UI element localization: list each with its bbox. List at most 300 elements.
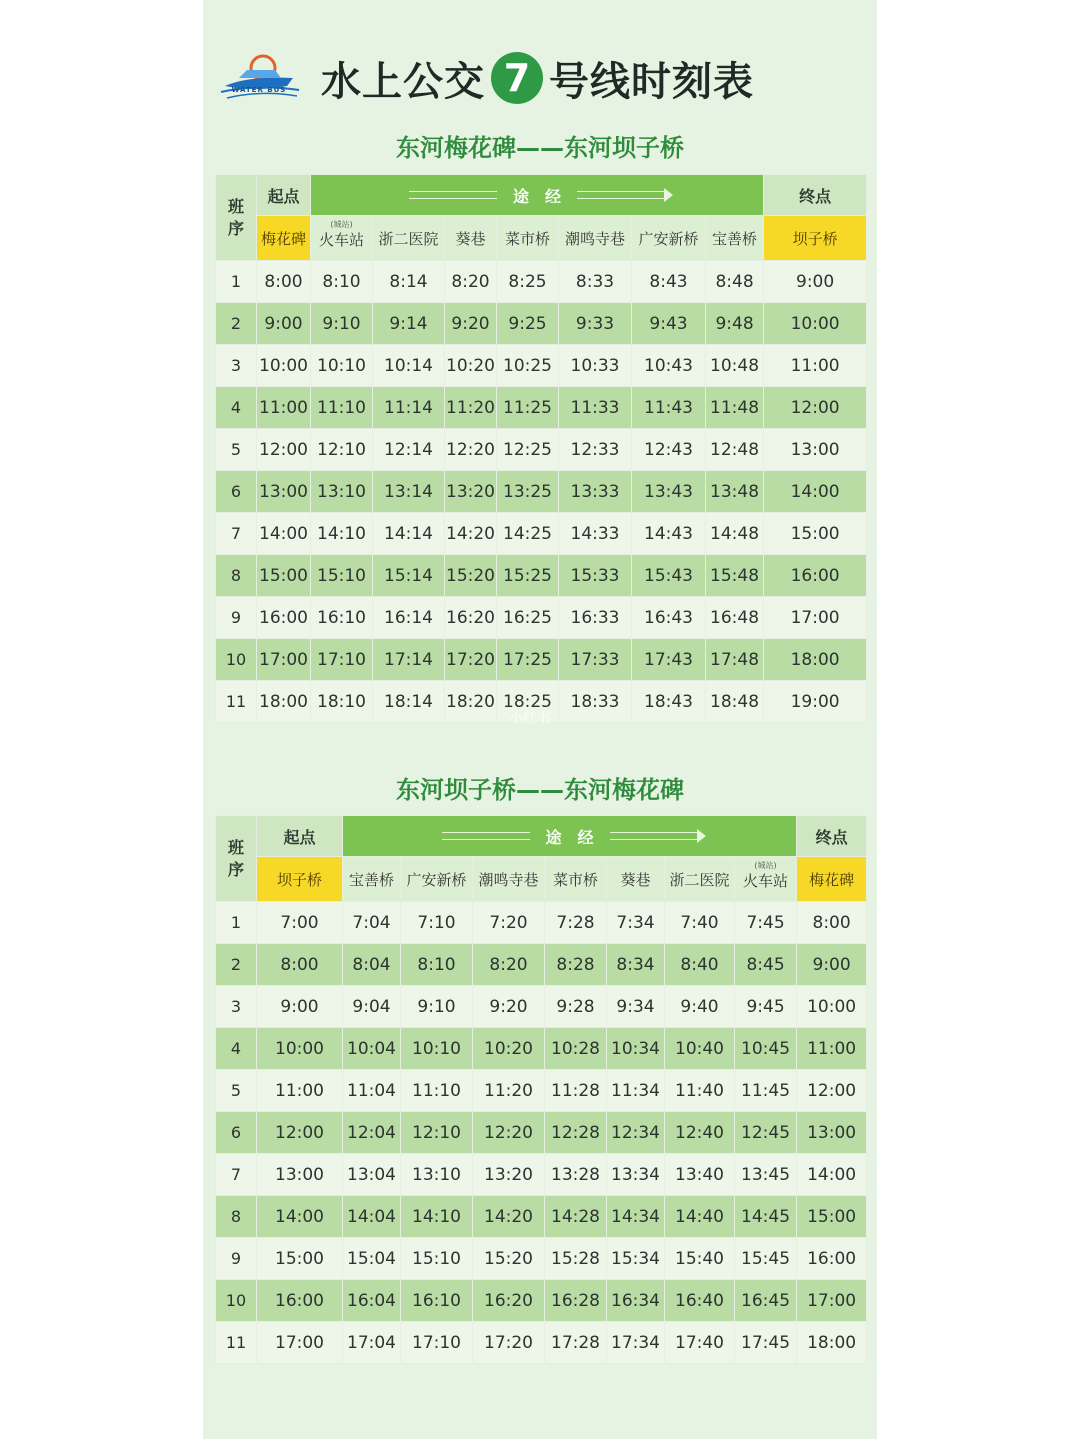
trip-number: 6 <box>216 471 257 513</box>
time-cell: 8:04 <box>343 944 401 986</box>
time-cell: 15:43 <box>632 555 706 597</box>
trip-number: 6 <box>216 1112 257 1154</box>
time-cell: 15:10 <box>401 1238 473 1280</box>
trip-number: 7 <box>216 1154 257 1196</box>
time-cell: 8:00 <box>257 944 343 986</box>
time-cell: 8:10 <box>401 944 473 986</box>
start-stop <box>257 216 311 261</box>
time-cell: 18:00 <box>797 1322 867 1364</box>
end-stop <box>797 857 867 902</box>
time-cell: 17:48 <box>706 639 764 681</box>
time-cell: 7:20 <box>473 902 545 944</box>
seq-header <box>216 175 257 261</box>
time-cell: 16:48 <box>706 597 764 639</box>
trip-number: 9 <box>216 1238 257 1280</box>
time-cell: 10:40 <box>665 1028 735 1070</box>
time-cell: 9:48 <box>706 303 764 345</box>
time-cell: 15:33 <box>559 555 632 597</box>
time-cell: 7:00 <box>257 902 343 944</box>
table-row <box>216 1028 867 1070</box>
time-cell: 12:45 <box>735 1112 797 1154</box>
time-cell: 18:25 <box>497 681 559 723</box>
time-cell: 14:28 <box>545 1196 607 1238</box>
time-cell: 14:20 <box>473 1196 545 1238</box>
via-stop <box>497 216 559 261</box>
table-row <box>216 639 867 681</box>
stop-name: 潮鸣寺巷 <box>478 870 539 889</box>
time-cell: 11:00 <box>764 345 867 387</box>
time-cell: 8:00 <box>257 261 311 303</box>
time-cell: 18:43 <box>632 681 706 723</box>
trip-number: 4 <box>216 1028 257 1070</box>
time-cell: 13:48 <box>706 471 764 513</box>
time-cell: 12:00 <box>764 387 867 429</box>
table-row <box>216 429 867 471</box>
time-cell: 13:33 <box>559 471 632 513</box>
time-cell: 14:45 <box>735 1196 797 1238</box>
time-cell: 18:00 <box>257 681 311 723</box>
table-row <box>216 1070 867 1112</box>
time-cell: 10:10 <box>311 345 373 387</box>
time-cell: 17:28 <box>545 1322 607 1364</box>
time-cell: 10:20 <box>473 1028 545 1070</box>
time-cell: 9:04 <box>343 986 401 1028</box>
time-cell: 19:00 <box>764 681 867 723</box>
seq-label: 班序 <box>227 837 244 879</box>
time-cell: 9:25 <box>497 303 559 345</box>
time-cell: 17:00 <box>764 597 867 639</box>
trip-number: 10 <box>216 1280 257 1322</box>
time-cell: 15:14 <box>373 555 445 597</box>
time-cell: 13:34 <box>607 1154 665 1196</box>
time-cell: 14:20 <box>445 513 497 555</box>
time-cell: 11:04 <box>343 1070 401 1112</box>
time-cell: 14:04 <box>343 1196 401 1238</box>
watermark: 小红书 <box>509 711 551 727</box>
time-cell: 10:20 <box>445 345 497 387</box>
stop-name: 葵巷 <box>455 229 486 248</box>
time-cell: 13:00 <box>257 471 311 513</box>
table-row <box>216 1154 867 1196</box>
time-cell: 9:33 <box>559 303 632 345</box>
time-cell: 18:14 <box>373 681 445 723</box>
time-cell: 12:25 <box>497 429 559 471</box>
time-cell: 13:45 <box>735 1154 797 1196</box>
trip-number: 11 <box>216 1322 257 1364</box>
time-cell: 10:00 <box>764 303 867 345</box>
time-cell: 16:20 <box>445 597 497 639</box>
time-cell: 13:04 <box>343 1154 401 1196</box>
stop-name: 坝子桥 <box>276 870 322 889</box>
stop-name: 浙二医院 <box>669 870 730 889</box>
time-cell: 15:00 <box>797 1196 867 1238</box>
trip-number: 3 <box>216 345 257 387</box>
time-cell: 18:33 <box>559 681 632 723</box>
time-cell: 12:28 <box>545 1112 607 1154</box>
seq-header <box>216 816 257 902</box>
via-stop <box>373 216 445 261</box>
time-cell: 11:20 <box>445 387 497 429</box>
time-cell: 13:14 <box>373 471 445 513</box>
time-cell: 7:45 <box>735 902 797 944</box>
time-cell: 15:34 <box>607 1238 665 1280</box>
time-cell: 11:20 <box>473 1070 545 1112</box>
time-cell: 9:43 <box>632 303 706 345</box>
time-cell: 16:14 <box>373 597 445 639</box>
time-cell: 14:48 <box>706 513 764 555</box>
route-title-return: 东河坝子桥——东河梅花碑 <box>396 776 684 804</box>
time-cell: 11:10 <box>311 387 373 429</box>
time-cell: 8:40 <box>665 944 735 986</box>
stop-note: (城站) <box>754 860 777 870</box>
via-stop <box>665 857 735 902</box>
time-cell: 8:10 <box>311 261 373 303</box>
time-cell: 16:20 <box>473 1280 545 1322</box>
via-label: 途 经 <box>513 186 562 206</box>
via-stop <box>607 857 665 902</box>
time-cell: 17:20 <box>473 1322 545 1364</box>
trip-number: 7 <box>216 513 257 555</box>
trip-number: 8 <box>216 1196 257 1238</box>
time-cell: 15:20 <box>445 555 497 597</box>
via-label: 途 经 <box>545 827 594 847</box>
table-row <box>216 387 867 429</box>
stop-name: 火车站 <box>318 230 364 249</box>
stop-name: 广安新桥 <box>638 229 699 248</box>
time-cell: 11:00 <box>257 1070 343 1112</box>
time-cell: 9:45 <box>735 986 797 1028</box>
via-stop <box>343 857 401 902</box>
time-cell: 15:48 <box>706 555 764 597</box>
time-cell: 16:00 <box>764 555 867 597</box>
seq-label: 班序 <box>227 196 244 238</box>
stop-name: 菜市桥 <box>504 229 550 248</box>
time-cell: 8:28 <box>545 944 607 986</box>
time-cell: 11:40 <box>665 1070 735 1112</box>
time-cell: 8:43 <box>632 261 706 303</box>
time-cell: 16:45 <box>735 1280 797 1322</box>
time-cell: 8:33 <box>559 261 632 303</box>
time-cell: 15:28 <box>545 1238 607 1280</box>
table-row <box>216 1196 867 1238</box>
time-cell: 15:00 <box>764 513 867 555</box>
time-cell: 11:10 <box>401 1070 473 1112</box>
time-cell: 11:48 <box>706 387 764 429</box>
time-cell: 10:43 <box>632 345 706 387</box>
time-cell: 17:10 <box>311 639 373 681</box>
stop-name: 葵巷 <box>620 870 651 889</box>
stop-name: 宝善桥 <box>348 870 394 889</box>
timetable-return <box>215 815 867 1364</box>
time-cell: 12:34 <box>607 1112 665 1154</box>
time-cell: 13:10 <box>401 1154 473 1196</box>
table-row <box>216 555 867 597</box>
time-cell: 9:20 <box>473 986 545 1028</box>
time-cell: 14:10 <box>311 513 373 555</box>
table-row <box>216 902 867 944</box>
time-cell: 17:00 <box>797 1280 867 1322</box>
time-cell: 13:40 <box>665 1154 735 1196</box>
time-cell: 17:00 <box>257 1322 343 1364</box>
time-cell: 8:25 <box>497 261 559 303</box>
time-cell: 12:33 <box>559 429 632 471</box>
stop-name: 宝善桥 <box>712 229 758 248</box>
time-cell: 17:45 <box>735 1322 797 1364</box>
time-cell: 12:00 <box>257 1112 343 1154</box>
time-cell: 13:00 <box>797 1112 867 1154</box>
trip-number: 11 <box>216 681 257 723</box>
time-cell: 10:48 <box>706 345 764 387</box>
time-cell: 17:40 <box>665 1322 735 1364</box>
time-cell: 17:14 <box>373 639 445 681</box>
time-cell: 10:28 <box>545 1028 607 1070</box>
arrow-right-icon <box>610 832 698 840</box>
time-cell: 13:25 <box>497 471 559 513</box>
time-cell: 10:45 <box>735 1028 797 1070</box>
time-cell: 16:25 <box>497 597 559 639</box>
time-cell: 7:40 <box>665 902 735 944</box>
start-label: 起点 <box>257 175 311 216</box>
via-bar <box>311 175 764 216</box>
via-stop <box>545 857 607 902</box>
time-cell: 16:00 <box>797 1238 867 1280</box>
time-cell: 17:04 <box>343 1322 401 1364</box>
time-cell: 7:28 <box>545 902 607 944</box>
timetable-outbound <box>215 174 867 723</box>
time-cell: 10:04 <box>343 1028 401 1070</box>
table-row <box>216 986 867 1028</box>
time-cell: 13:00 <box>764 429 867 471</box>
time-cell: 10:10 <box>401 1028 473 1070</box>
stop-name: 浙二医院 <box>378 229 439 248</box>
table-row <box>216 345 867 387</box>
time-cell: 14:00 <box>257 1196 343 1238</box>
time-cell: 8:14 <box>373 261 445 303</box>
time-cell: 17:33 <box>559 639 632 681</box>
time-cell: 16:43 <box>632 597 706 639</box>
time-cell: 15:45 <box>735 1238 797 1280</box>
page-title <box>321 50 754 106</box>
time-cell: 12:48 <box>706 429 764 471</box>
trip-number: 1 <box>216 261 257 303</box>
via-stop <box>473 857 545 902</box>
time-cell: 7:10 <box>401 902 473 944</box>
time-cell: 13:20 <box>445 471 497 513</box>
end-stop <box>764 216 867 261</box>
time-cell: 9:00 <box>764 261 867 303</box>
time-cell: 11:33 <box>559 387 632 429</box>
time-cell: 14:00 <box>257 513 311 555</box>
line-number-badge: 7 <box>491 52 543 104</box>
time-cell: 11:28 <box>545 1070 607 1112</box>
title-prefix: 水上公交 <box>321 58 485 105</box>
time-cell: 11:25 <box>497 387 559 429</box>
timetable-poster <box>203 0 877 1439</box>
time-cell: 10:00 <box>797 986 867 1028</box>
stop-name: 坝子桥 <box>792 229 838 248</box>
time-cell: 9:14 <box>373 303 445 345</box>
time-cell: 14:25 <box>497 513 559 555</box>
time-cell: 12:43 <box>632 429 706 471</box>
time-cell: 10:34 <box>607 1028 665 1070</box>
trip-number: 8 <box>216 555 257 597</box>
time-cell: 14:00 <box>764 471 867 513</box>
time-cell: 10:25 <box>497 345 559 387</box>
time-cell: 15:25 <box>497 555 559 597</box>
time-cell: 14:10 <box>401 1196 473 1238</box>
time-cell: 9:28 <box>545 986 607 1028</box>
time-cell: 13:43 <box>632 471 706 513</box>
via-stop <box>735 857 797 902</box>
time-cell: 16:10 <box>401 1280 473 1322</box>
time-cell: 7:04 <box>343 902 401 944</box>
trip-number: 5 <box>216 1070 257 1112</box>
stop-name: 广安新桥 <box>406 870 467 889</box>
time-cell: 16:04 <box>343 1280 401 1322</box>
table-row <box>216 1238 867 1280</box>
via-stop <box>632 216 706 261</box>
time-cell: 9:10 <box>401 986 473 1028</box>
time-cell: 16:10 <box>311 597 373 639</box>
time-cell: 17:34 <box>607 1322 665 1364</box>
time-cell: 15:40 <box>665 1238 735 1280</box>
trip-number: 2 <box>216 303 257 345</box>
stop-name: 梅花碑 <box>809 870 855 889</box>
time-cell: 11:34 <box>607 1070 665 1112</box>
time-cell: 9:00 <box>797 944 867 986</box>
start-stop <box>257 857 343 902</box>
time-cell: 13:00 <box>257 1154 343 1196</box>
time-cell: 11:45 <box>735 1070 797 1112</box>
time-cell: 12:14 <box>373 429 445 471</box>
time-cell: 16:00 <box>257 1280 343 1322</box>
time-cell: 18:48 <box>706 681 764 723</box>
trip-number: 1 <box>216 902 257 944</box>
time-cell: 9:00 <box>257 986 343 1028</box>
route-title-outbound: 东河梅花碑——东河坝子桥 <box>396 134 684 162</box>
time-cell: 13:20 <box>473 1154 545 1196</box>
stop-note: (城站) <box>330 219 353 229</box>
time-cell: 17:20 <box>445 639 497 681</box>
time-cell: 14:43 <box>632 513 706 555</box>
time-cell: 9:00 <box>257 303 311 345</box>
time-cell: 18:00 <box>764 639 867 681</box>
table-row <box>216 1280 867 1322</box>
time-cell: 16:40 <box>665 1280 735 1322</box>
time-cell: 16:28 <box>545 1280 607 1322</box>
arrow-line-left-icon <box>442 832 530 840</box>
via-stop <box>401 857 473 902</box>
time-cell: 17:25 <box>497 639 559 681</box>
time-cell: 14:40 <box>665 1196 735 1238</box>
time-cell: 12:10 <box>401 1112 473 1154</box>
time-cell: 15:00 <box>257 1238 343 1280</box>
stop-name: 菜市桥 <box>552 870 598 889</box>
trip-number: 9 <box>216 597 257 639</box>
time-cell: 15:04 <box>343 1238 401 1280</box>
trip-number: 3 <box>216 986 257 1028</box>
arrow-right-icon <box>577 191 665 199</box>
trip-number: 2 <box>216 944 257 986</box>
time-cell: 10:14 <box>373 345 445 387</box>
time-cell: 8:45 <box>735 944 797 986</box>
time-cell: 11:00 <box>257 387 311 429</box>
time-cell: 10:00 <box>257 345 311 387</box>
start-label: 起点 <box>257 816 343 857</box>
time-cell: 10:00 <box>257 1028 343 1070</box>
via-stop <box>311 216 373 261</box>
time-cell: 12:00 <box>797 1070 867 1112</box>
time-cell: 17:10 <box>401 1322 473 1364</box>
time-cell: 9:40 <box>665 986 735 1028</box>
time-cell: 8:00 <box>797 902 867 944</box>
table-row <box>216 1322 867 1364</box>
time-cell: 18:20 <box>445 681 497 723</box>
stop-name: 梅花碑 <box>260 229 306 248</box>
time-cell: 15:00 <box>257 555 311 597</box>
table-row <box>216 597 867 639</box>
time-cell: 14:14 <box>373 513 445 555</box>
time-cell: 17:00 <box>257 639 311 681</box>
table-row <box>216 471 867 513</box>
time-cell: 18:10 <box>311 681 373 723</box>
via-bar <box>343 816 797 857</box>
time-cell: 8:48 <box>706 261 764 303</box>
time-cell: 16:34 <box>607 1280 665 1322</box>
time-cell: 12:40 <box>665 1112 735 1154</box>
end-label: 终点 <box>764 175 867 216</box>
time-cell: 14:00 <box>797 1154 867 1196</box>
end-label: 终点 <box>797 816 867 857</box>
time-cell: 12:10 <box>311 429 373 471</box>
table-row <box>216 261 867 303</box>
time-cell: 8:20 <box>445 261 497 303</box>
time-cell: 17:43 <box>632 639 706 681</box>
time-cell: 12:00 <box>257 429 311 471</box>
time-cell: 7:34 <box>607 902 665 944</box>
title-suffix: 号线时刻表 <box>549 58 754 105</box>
water-bus-logo-icon <box>217 48 301 104</box>
table-row <box>216 944 867 986</box>
table-row <box>216 303 867 345</box>
time-cell: 11:00 <box>797 1028 867 1070</box>
trip-number: 5 <box>216 429 257 471</box>
via-stop <box>706 216 764 261</box>
trip-number: 10 <box>216 639 257 681</box>
stop-name: 潮鸣寺巷 <box>564 229 625 248</box>
time-cell: 13:10 <box>311 471 373 513</box>
time-cell: 9:10 <box>311 303 373 345</box>
time-cell: 15:20 <box>473 1238 545 1280</box>
arrow-line-left-icon <box>409 191 497 199</box>
time-cell: 16:33 <box>559 597 632 639</box>
time-cell: 14:33 <box>559 513 632 555</box>
via-stop <box>559 216 632 261</box>
stop-name: 火车站 <box>743 871 789 890</box>
time-cell: 14:34 <box>607 1196 665 1238</box>
time-cell: 9:34 <box>607 986 665 1028</box>
table-row <box>216 513 867 555</box>
time-cell: 9:20 <box>445 303 497 345</box>
time-cell: 12:20 <box>473 1112 545 1154</box>
time-cell: 12:20 <box>445 429 497 471</box>
time-cell: 13:28 <box>545 1154 607 1196</box>
table-row <box>216 1112 867 1154</box>
time-cell: 11:43 <box>632 387 706 429</box>
via-stop <box>445 216 497 261</box>
time-cell: 11:14 <box>373 387 445 429</box>
time-cell: 12:04 <box>343 1112 401 1154</box>
